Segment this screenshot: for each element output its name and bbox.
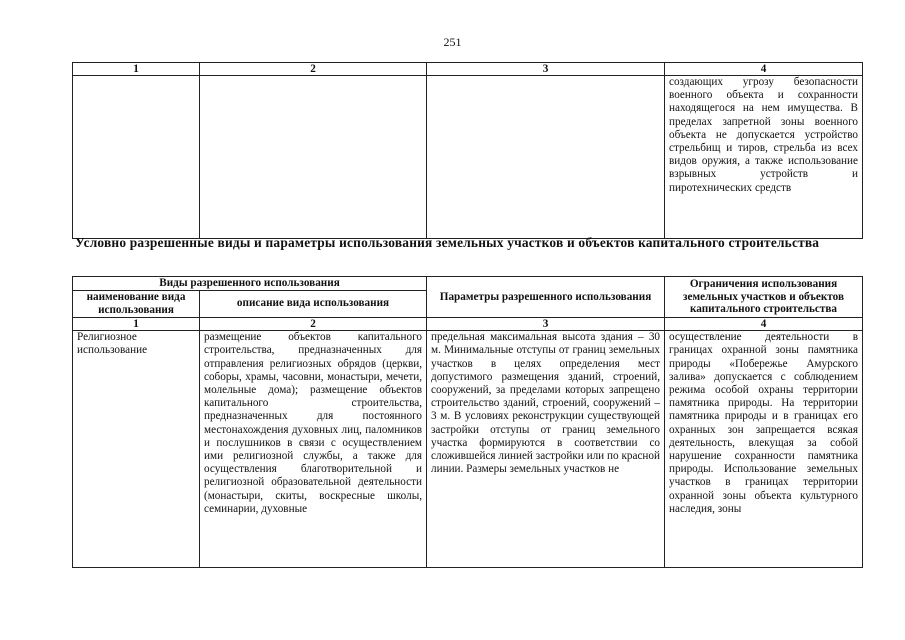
header-use-description: описание вида использования bbox=[200, 290, 427, 317]
cell-col1 bbox=[73, 76, 200, 239]
column-number-1: 1 bbox=[73, 63, 200, 76]
header-parameters: Параметры разрешенного использования bbox=[427, 277, 665, 318]
page-number: 251 bbox=[443, 35, 462, 49]
header-use-name: наименование вида использования bbox=[73, 290, 200, 317]
table-row bbox=[73, 76, 863, 239]
column-number-2: 2 bbox=[200, 317, 427, 331]
continued-table bbox=[72, 62, 863, 239]
column-number-2: 2 bbox=[200, 63, 427, 76]
header-restrictions: Ограничения использования земельных участков и объектов капитального строительства bbox=[665, 277, 863, 318]
table-row bbox=[73, 331, 863, 568]
cell-restrictions: осуществление деятельности в границах охранной зоны памятника природы «Побережье Амурского залива» допускается с соблюдением режима особой охраны территории памятника природы. На территории памятника природы и в границах его охранных зон запрещается всякая деятельность, влекущая за собой нарушение сохранности памятника природы. Использование земельных участков в границах территории охранной зоны объекта культурного наследия, зоны bbox=[669, 331, 859, 515]
column-number-3: 3 bbox=[427, 317, 665, 331]
column-number-4: 4 bbox=[665, 63, 863, 76]
column-number-4: 4 bbox=[665, 317, 863, 331]
cell-use-name: Религиозное использование bbox=[77, 331, 148, 357]
cell-restrictions-continued: создающих угрозу безопасности военного объекта и сохранности находящегося на нем имущества. В пределах запретной зоны военного объекта не допускается устройство стрельбищ и тиров, стрельба из всех видов оружия, а также использование взрывных устройств и пиротехнических средств bbox=[665, 76, 863, 239]
cell-parameters: предельная максимальная высота здания – 30 м. Минимальные отступы от границ земельных участков в целях определения мест допустимого размещения зданий, строений, сооружений, за пределами которых запрещено строительство зданий, строений, сооружений – 3 м. В условиях реконструкции существующей застройки отступы от границ земельного участка формируются в соответствии со сложившейся линией застройки или по красной линии. Размеры земельных участков не bbox=[431, 331, 661, 476]
cell-use-description: размещение объектов капитального строительства, предназначенных для отправления религиозных обрядов (церкви, соборы, храмы, часовни, монастыри, мечети, молельные дома); размещение объектов капитального строительства, предназначенных для постоянного местонахождения духовных лиц, паломников и послушников в связи с осуществлением ими религиозной службы, а также для осуществления благотворительной и религиозной образовательной деятельности (монастыри, скиты, воскресные школы, семинарии, духовные bbox=[204, 331, 423, 515]
conditional-use-table bbox=[72, 276, 863, 568]
column-number-1: 1 bbox=[73, 317, 200, 331]
header-use-types: Виды разрешенного использования bbox=[73, 277, 427, 291]
cell-col2 bbox=[200, 76, 427, 239]
column-number-3: 3 bbox=[427, 63, 665, 76]
cell-col3 bbox=[427, 76, 665, 239]
section-title: Условно разрешенные виды и параметры использования земельных участков и объектов капитального строительства bbox=[75, 235, 820, 250]
